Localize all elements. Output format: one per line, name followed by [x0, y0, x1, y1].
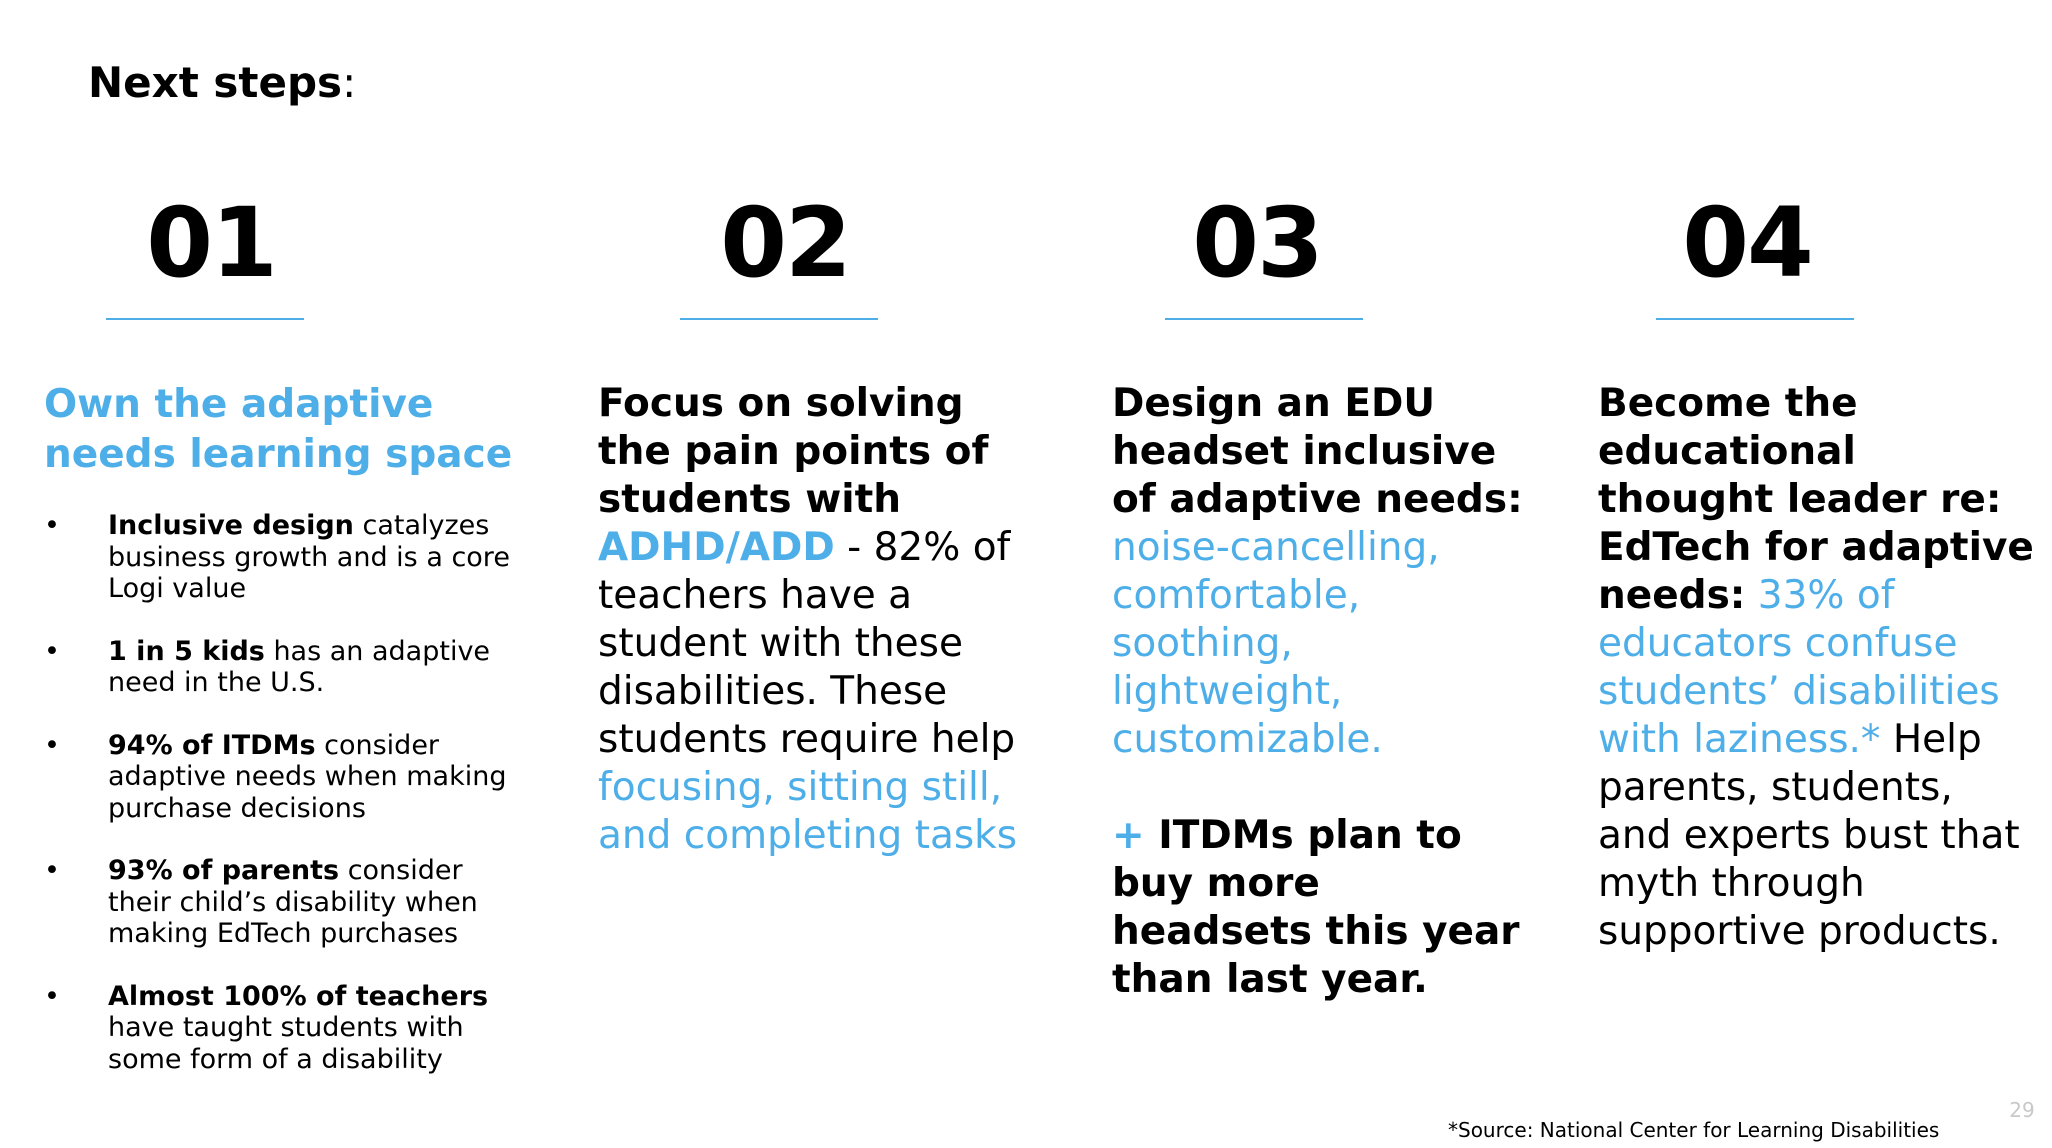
slide-title-bold: Next steps: [88, 58, 343, 107]
step-4-text: [1598, 380, 2038, 956]
bullet-text: catalyzes business growth and is a core Logi value: [108, 510, 510, 604]
step-number-2: 02: [720, 187, 850, 299]
step-3-heading: Design an EDU headset inclusive of adaptive needs:: [1112, 381, 1523, 522]
step-3-main: [1112, 380, 1532, 764]
step-4-body-highlight: 33% of educators confuse students’ disabilities with laziness.*: [1598, 573, 2000, 762]
step-4-body: Help parents, students, and experts bust that myth through supportive products.: [1598, 717, 2020, 954]
bullet-item: [44, 636, 524, 699]
step-4-divider: [1656, 318, 1854, 320]
bullet-dot-icon: •: [44, 980, 60, 1012]
bullet-dot-icon: •: [44, 510, 60, 541]
bullet-text: have taught students with some form of a disability: [108, 1012, 464, 1075]
bullet-item: [44, 730, 524, 825]
step-3-plus-note: [1112, 812, 1532, 1004]
step-number-1: 01: [146, 187, 276, 299]
bullet-bold: 94% of ITDMs: [108, 729, 316, 761]
slide-title-colon: :: [342, 58, 357, 107]
step-4-heading: Become the educational thought leader re: EdTech for adaptive needs:: [1598, 381, 2034, 618]
bullet-text: consider adaptive needs when making purchase decisions: [108, 729, 507, 824]
slide-title: [88, 58, 356, 108]
bullet-bold: Inclusive design: [108, 510, 354, 541]
step-2-body-highlight: focusing, sitting still, and completing tasks: [598, 765, 1018, 858]
step-2-heading: Focus on solving the pain points of students with: [598, 381, 989, 522]
bullet-bold: Almost 100% of teachers: [108, 980, 489, 1012]
step-3-body-highlight: noise-cancelling, comfortable, soothing, lightweight, customizable.: [1112, 525, 1440, 762]
step-number-4: 04: [1682, 187, 1812, 299]
step-1-heading: Own the adaptive needs learning space: [44, 382, 513, 477]
source-footnote: *Source: National Center for Learning Disabilities: [1448, 1118, 1940, 1142]
step-3-plus-text: ITDMs plan to buy more headsets this year than last year.: [1112, 813, 1520, 1002]
bullet-text: has an adaptive need in the U.S.: [108, 635, 491, 698]
bullet-dot-icon: •: [44, 855, 60, 886]
bullet-item: [44, 855, 524, 950]
step-1-bullet-list: [44, 510, 524, 1106]
plus-icon: +: [1112, 813, 1145, 858]
bullet-dot-icon: •: [44, 729, 60, 761]
bullet-bold: 1 in 5 kids: [108, 635, 265, 667]
step-2-divider: [680, 318, 878, 320]
bullet-item: [44, 510, 524, 605]
page-number: 29: [2009, 1098, 2035, 1122]
bullet-dot-icon: •: [44, 635, 60, 667]
step-2-body: - 82% of teachers have a student with these disabilities. These students require help: [598, 525, 1016, 762]
bullet-bold: 93% of parents: [108, 855, 340, 886]
bullet-item: [44, 981, 524, 1076]
bullet-text: consider their child’s disability when making EdTech purchases: [108, 855, 478, 949]
step-3-divider: [1165, 318, 1363, 320]
step-2-highlight: ADHD/ADD: [598, 525, 835, 570]
step-2-text: [598, 380, 1018, 860]
step-number-3: 03: [1192, 187, 1322, 299]
step-3-text: [1112, 380, 1532, 1004]
step-1-divider: [106, 318, 304, 320]
